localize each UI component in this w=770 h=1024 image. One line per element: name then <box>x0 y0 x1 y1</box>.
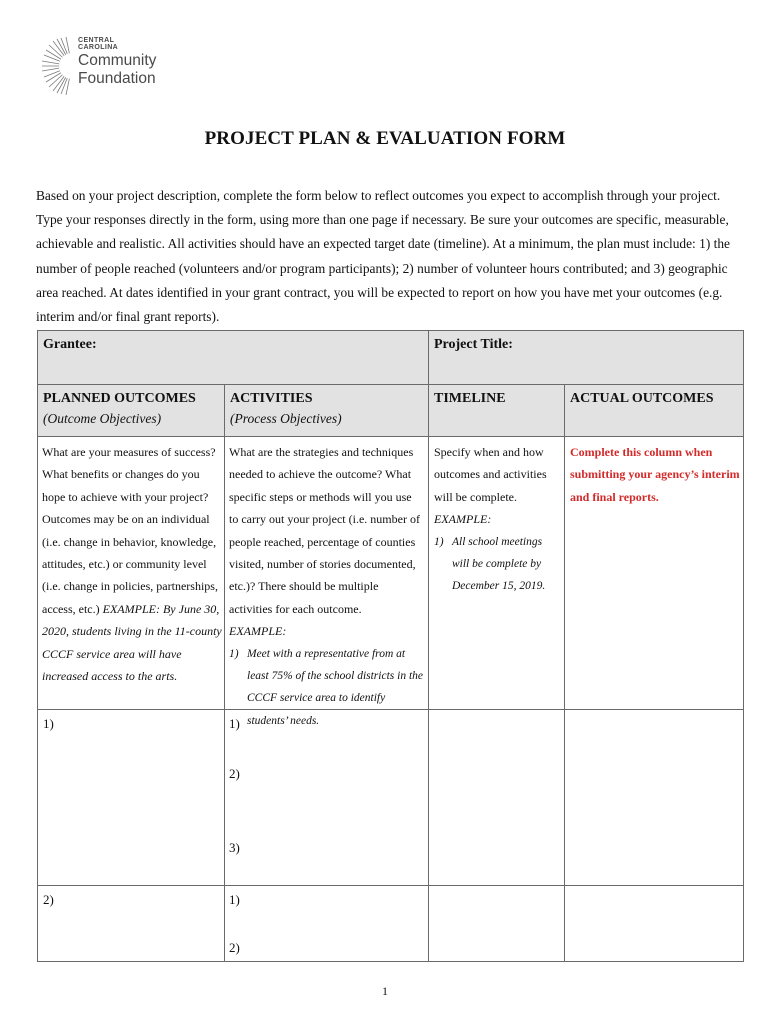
row2-activity-1: 1) <box>229 892 240 907</box>
row1-timeline-field[interactable] <box>429 710 564 885</box>
planned-guidance <box>42 441 222 687</box>
actual-guidance: Complete this column when submitting your agency’s interim and final reports. <box>570 445 740 504</box>
activities-header <box>230 391 420 427</box>
grantee-label: Grantee: <box>43 337 97 352</box>
foundation-logo <box>40 36 157 100</box>
project-title-field[interactable] <box>434 356 734 380</box>
planned-outcomes-subtitle: (Outcome Objectives) <box>43 411 162 426</box>
row2-activity-2: 2) <box>229 940 240 955</box>
activities-guidance <box>229 441 423 732</box>
activities-guidance-text: What are the strategies and techniques needed to achieve the outcome? What specific steps or methods will you use to carry out your project (i.e. number of people reached, percentage of counties visited, number of stories documented, etc.)? There should be multiple activities for each outcome. <box>229 445 420 616</box>
logo-line3: Foundation <box>78 70 156 87</box>
activities-example-num: 1) <box>229 647 239 660</box>
plan-table <box>37 330 744 962</box>
planned-outcomes-header <box>43 391 221 427</box>
row1-actual-field[interactable] <box>565 710 743 885</box>
planned-outcomes-title: PLANNED OUTCOMES <box>43 391 196 406</box>
grantee-field[interactable] <box>43 356 423 380</box>
page-number: 1 <box>382 984 388 998</box>
timeline-guidance <box>434 441 560 598</box>
page-title: PROJECT PLAN & EVALUATION FORM <box>204 128 566 149</box>
timeline-example-item <box>434 531 560 598</box>
row2-activities-field[interactable] <box>245 886 427 961</box>
planned-example-text: By June 30, 2020, students living in the 11-county CCCF service area will have increased access to the arts. <box>42 601 222 684</box>
actual-outcomes-header: ACTUAL OUTCOMES <box>570 391 714 406</box>
logo-line1: CENTRAL CAROLINA <box>78 37 119 51</box>
outcome-1-number: 1) <box>43 716 54 731</box>
outcome-2-field[interactable] <box>38 886 224 961</box>
row1-activity-3: 3) <box>229 840 240 855</box>
row2-actual-field[interactable] <box>565 886 743 961</box>
row1-activity-2: 2) <box>229 766 240 781</box>
project-title-label: Project Title: <box>434 337 513 352</box>
logo-line2: Community <box>78 52 157 69</box>
row1-activities-field[interactable] <box>245 710 427 885</box>
row1-activity-1: 1) <box>229 716 240 731</box>
timeline-guidance-text: Specify when and how outcomes and activities will be complete. <box>434 445 547 504</box>
timeline-header: TIMELINE <box>434 391 506 406</box>
activities-title: ACTIVITIES <box>230 391 313 406</box>
planned-guidance-text: What are your measures of success? What benefits or changes do you hope to achieve with your project? Outcomes may be on an individual (i.e. change in behavior, knowledge, attitudes, etc.) or community level (i.e. change in policies, partnerships, access, etc.) <box>42 445 218 616</box>
planned-example-label: EXAMPLE: <box>102 601 160 616</box>
activities-example-text: Meet with a representative from at least 75% of the school districts in the CCCF service area to identify students’ needs. <box>247 647 423 727</box>
timeline-example-text: All school meetings will be complete by December 15, 2019. <box>452 535 546 593</box>
outcome-1-field[interactable] <box>38 710 224 885</box>
intro-paragraph: Based on your project description, complete the form below to reflect outcomes you expect to accomplish through your project. Type your responses directly in the form, using more than one page if necessary. Be sure your outcomes are specific, measurable, achievable and realistic. All activities should have an expected target date (timeline). At a minimum, the plan must include: 1) the number of people reached (volunteers and/or program participants); 2) number of volunteer hours contributed; and 3) geographic area reached. At dates identified in your grant contract, you will be expected to report on how you have met your outcomes (e.g. interim and/or final grant reports). <box>36 188 730 325</box>
activities-example-label: EXAMPLE: <box>229 624 287 639</box>
timeline-example-num: 1) <box>434 535 444 548</box>
activities-subtitle: (Process Objectives) <box>230 411 342 426</box>
timeline-example-label: EXAMPLE: <box>434 512 492 527</box>
sunburst-icon <box>40 36 74 96</box>
outcome-2-number: 2) <box>43 892 54 907</box>
row2-timeline-field[interactable] <box>429 886 564 961</box>
